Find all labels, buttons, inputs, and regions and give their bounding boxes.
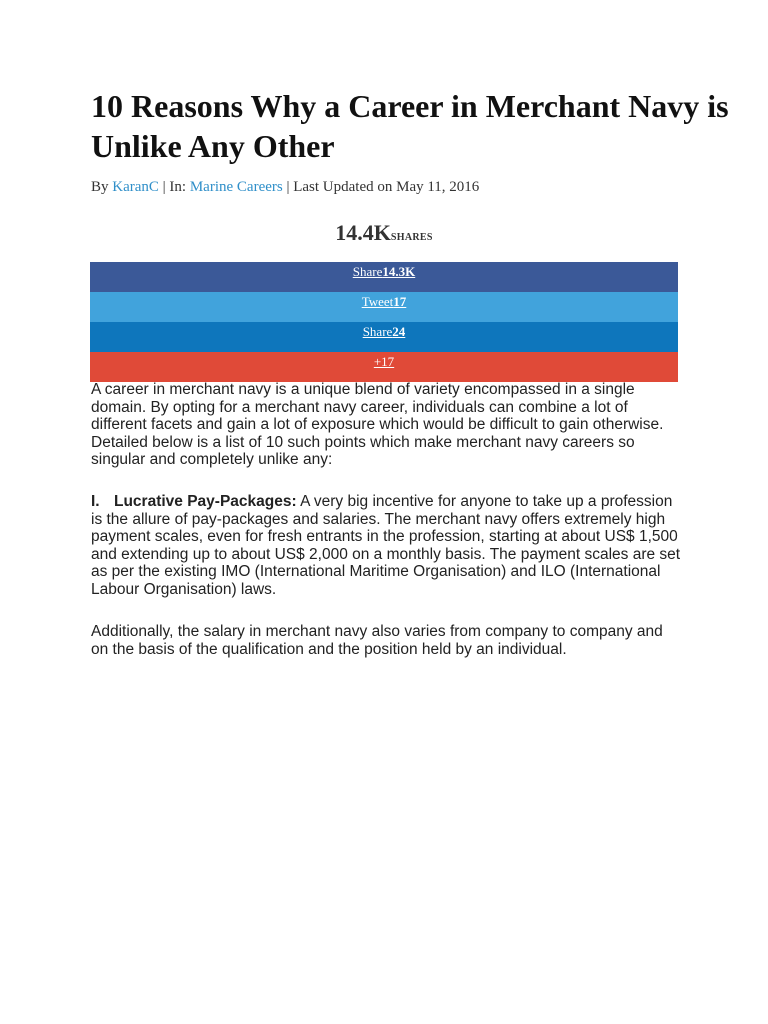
twitter-tweet-button[interactable]	[90, 292, 678, 322]
facebook-share-count: 14.3K	[382, 264, 416, 279]
byline	[91, 178, 711, 196]
category-link[interactable]: Marine Careers	[189, 179, 283, 195]
point-1-heading: Lucrative Pay-Packages:	[114, 493, 297, 510]
twitter-tweet-link[interactable]	[362, 294, 407, 309]
more-shares-button[interactable]	[90, 352, 678, 382]
byline-updated-label: | Last Updated on May 11, 2016	[282, 179, 480, 195]
point-1-text: A very big incentive for anyone to take up a profession is the allure of pay-packages and salaries. The merchant navy offers extremely high payment scales, even for fresh entrants in the profession, starting at about US$ 1,500 and extending up to about US$ 2,000 on a monthly basis. The payment scales are set as per the existing IMO (International Maritime Organisation) and ILO (International Labour Organisation) laws.	[91, 493, 681, 598]
linkedin-share-link[interactable]	[363, 324, 406, 339]
twitter-tweet-count: 17	[393, 294, 407, 309]
facebook-share-button[interactable]	[90, 262, 678, 292]
facebook-share-label: Share	[352, 264, 383, 279]
share-total-count: 14.4K	[335, 220, 391, 245]
additional-paragraph: Additionally, the salary in merchant navy also varies from company to company and on the basis of the qualification and the position held by an individual.	[91, 623, 663, 658]
intro-paragraph: A career in merchant navy is a unique blend of variety encompassed in a single domain. By opting for a merchant navy career, individuals can combine a lot of different facets and gain a lot of exposure which would be difficult to gain otherwise. Detailed below is a list of 10 such points which make merchant navy careers so singular and completely unlike any:	[91, 381, 664, 469]
point-1-numeral: I.	[91, 493, 100, 510]
share-total	[0, 219, 768, 247]
twitter-tweet-label: Tweet	[361, 294, 394, 309]
facebook-share-link[interactable]	[353, 264, 415, 279]
linkedin-share-label: Share	[362, 324, 393, 339]
more-shares-link[interactable]: +17	[373, 354, 395, 369]
point-1-paragraph	[91, 493, 681, 599]
byline-by-label: By	[91, 179, 113, 195]
article-title: 10 Reasons Why a Career in Merchant Navy is Unlike Any Other	[91, 88, 729, 164]
author-link[interactable]: KaranC	[112, 179, 159, 195]
byline-in-label: | In:	[158, 179, 190, 195]
share-total-unit: SHARES	[390, 232, 433, 243]
linkedin-share-button[interactable]	[90, 322, 678, 352]
linkedin-share-count: 24	[392, 324, 406, 339]
